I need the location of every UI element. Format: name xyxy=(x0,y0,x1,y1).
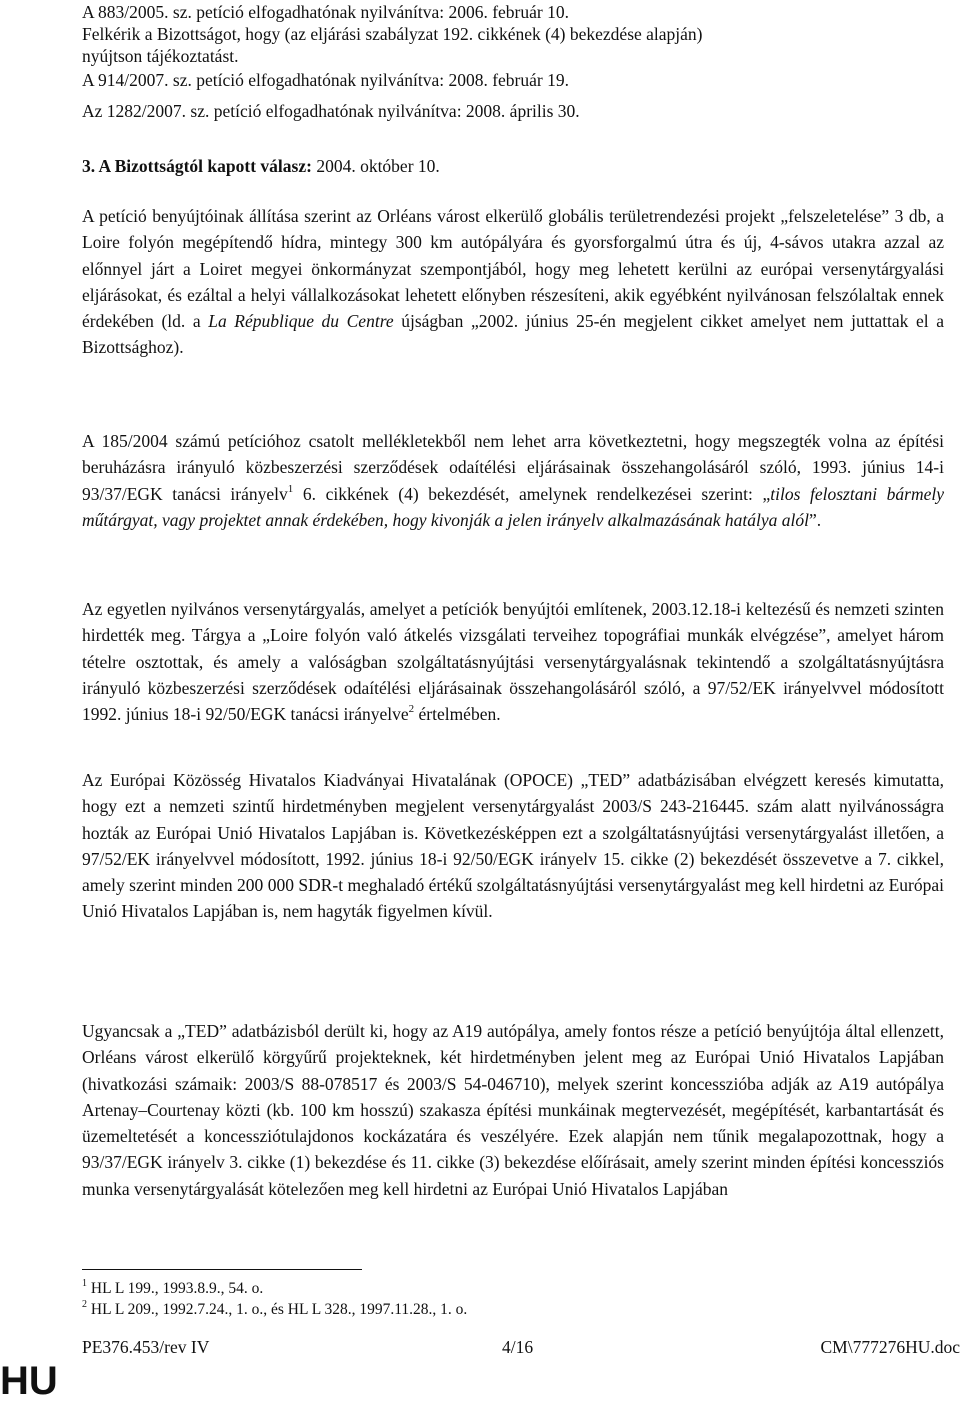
language-code: HU xyxy=(0,1359,58,1403)
p2-text-c: ”. xyxy=(809,509,822,530)
admissibility-line-1282: Az 1282/2007. sz. petíció elfogadhatónak nyilvánítva: 2008. április 30. xyxy=(82,101,580,121)
directive-quote: tilos felosztani bármely műtárgyat, vagy projektet annak érdekében, hogy kivonják a jelen irányelv alkalmazásának hatálya alól xyxy=(82,483,944,530)
p1-text-b: újságban „2002. június 25-én megjelent cikket amelyet nem juttattak el a Bizottsághoz). xyxy=(82,311,944,358)
page-number: 4/16 xyxy=(502,1337,534,1357)
p2-text-b: 6. cikkének (4) bekezdését, amelynek rendelkezései szerint: „ xyxy=(293,483,771,504)
p2-text-a: A 185/2004 számú petícióhoz csatolt mellékletekből nem lehet arra következtetni, hogy megszegték volna az építési beruházásra irányuló közbeszerzési szerződések odaítélési eljárásainak összehangolásáról szóló, 1993. június 14-i 93/37/EGK tanácsi irányelv xyxy=(82,431,944,504)
admissibility-line-914: A 914/2007. sz. petíció elfogadhatónak nyilvánítva: 2008. február 19. xyxy=(82,70,569,90)
footnote-ref-2[interactable]: 2 xyxy=(408,703,415,716)
footnote-ref-1[interactable]: 1 xyxy=(287,482,294,495)
newspaper-title: La République du Centre xyxy=(208,311,394,332)
footnote-separator xyxy=(82,1269,362,1270)
footnote-2: $^2$ HL L 209., 1992.7.24., 1. o., és HL L 328., 1997.11.28., 1. o. xyxy=(82,1298,468,1318)
paragraph-1 xyxy=(82,203,944,361)
paragraph-4: Az Európai Közösség Hivatalos Kiadványai Hivatalának (OPOCE) „TED” adatbázisában elvégzett keresés kimutatta, hogy ezt a nemzeti szintű hirdetményben megjelent versenytárgyalást 2003/S 243-216445. szám alatt nyilvánosságra hozták az Európai Unió Hivatalos Lapjában is. Következésképpen ezt a szolgáltatásnyújtási versenytárgyalást illetően, a 97/52/EK irányelvvel módosított, 1992. június 18-i 92/50/EGK irányelv 15. cikke (2) bekezdését összevetve a 7. cikkel, amely szerint minden 200 000 SDR-t meghaladó értékű szolgáltatásnyújtási versenytárgyalást meg kell hirdetni az Európai Unió Hivatalos Lapjában is, nem hagyták figyelmen kívül. xyxy=(82,770,944,922)
p3-text-b: értelmében. xyxy=(414,704,501,725)
p3-text-a: Az egyetlen nyilvános versenytárgyalás, amelyet a petíciók benyújtói említenek, 2003.12.18-i keltezésű és nemzeti szinten hirdették meg. Tárgya a „Loire folyón való átkelés vizsgálati terveihez topográfiai munkák elvégzése”, amelyet három tételre osztottak, és amely a valóságban szolgáltatásnyújtási versenytárgyalásnak tekintendő a szolgáltatásnyújtásra irányuló közbeszerzési szerződések odaítélési eljárásainak összehangolásáról szóló, a 97/52/EK irányelvvel módosított 1992. június 18-i 92/50/EGK tanácsi irányelve xyxy=(82,599,944,725)
section-heading xyxy=(82,154,944,178)
paragraph-3 xyxy=(82,596,944,727)
admissibility-line-883: A 883/2005. sz. petíció elfogadhatónak nyilvánítva: 2006. február 10. xyxy=(82,2,569,22)
document-reference: PE376.453/rev IV xyxy=(82,1337,210,1357)
paragraph-2 xyxy=(82,428,944,533)
file-name: CM\777276HU.doc xyxy=(820,1337,960,1357)
section-date: 2004. október 10. xyxy=(316,156,440,176)
paragraph-5: Ugyancsak a „TED” adatbázisból derült ki, hogy az A19 autópálya, amely fontos része a petíció benyújtója által ellenzett, Orléans várost elkerülő körgyűrű projekteknek, két hirdetményben jelent meg az Európai Unió Hivatalos Lapjában (hivatkozási számaik: 2003/S 88-078517 és 2003/S 54-046710), melyek szerint koncesszióba adják az A19 autópálya Artenay–Courtenay közti (kb. 100 km hosszú) szakasza építési munkáinak megtervezését, megépítését, karbantartását és üzemeltetését a koncessziótulajdonos kockázatára és veszélyére. Ezek alapján nem tűnik megalapozottnak, hogy a 93/37/EGK irányelv 3. cikke (1) bekezdése és 11. cikke (3) bekezdése előírásait, amely szerint minden építési koncessziós munka versenytárgyalását kötelezően meg kell hirdetni az Európai Unió Hivatalos Lapjában xyxy=(82,1021,944,1199)
footnote-1: $^1$ HL L 199., 1993.8.9., 54. o. xyxy=(82,1277,264,1297)
commission-request-line-cont: nyújtson tájékoztatást. xyxy=(82,46,239,66)
p1-text-a: A petíció benyújtóinak állítása szerint az Orléans várost elkerülő globális területrendezési projekt „felszeletelése” 3 db, a Loire folyón megépítendő hídra, mintegy 300 km autópályára és gyorsforgalmú útra és új, 4-sávos utakra azzal az előnnyel járt a Loiret megyei önkormányzat szempontjából, hogy meg lehetett kerülni az európai versenytárgyalási eljárásokat, és ezáltal a helyi vállalkozásokat lehetett előnyben részesíteni, akik egyébként nyilvánosan felszólaltak ennek érdekében (ld. a xyxy=(82,206,944,332)
commission-request-line: Felkérik a Bizottságot, hogy (az eljárási szabályzat 192. cikkének (4) bekezdése alapján) xyxy=(82,24,703,44)
section-label: 3. A Bizottságtól kapott válasz: xyxy=(82,156,312,176)
